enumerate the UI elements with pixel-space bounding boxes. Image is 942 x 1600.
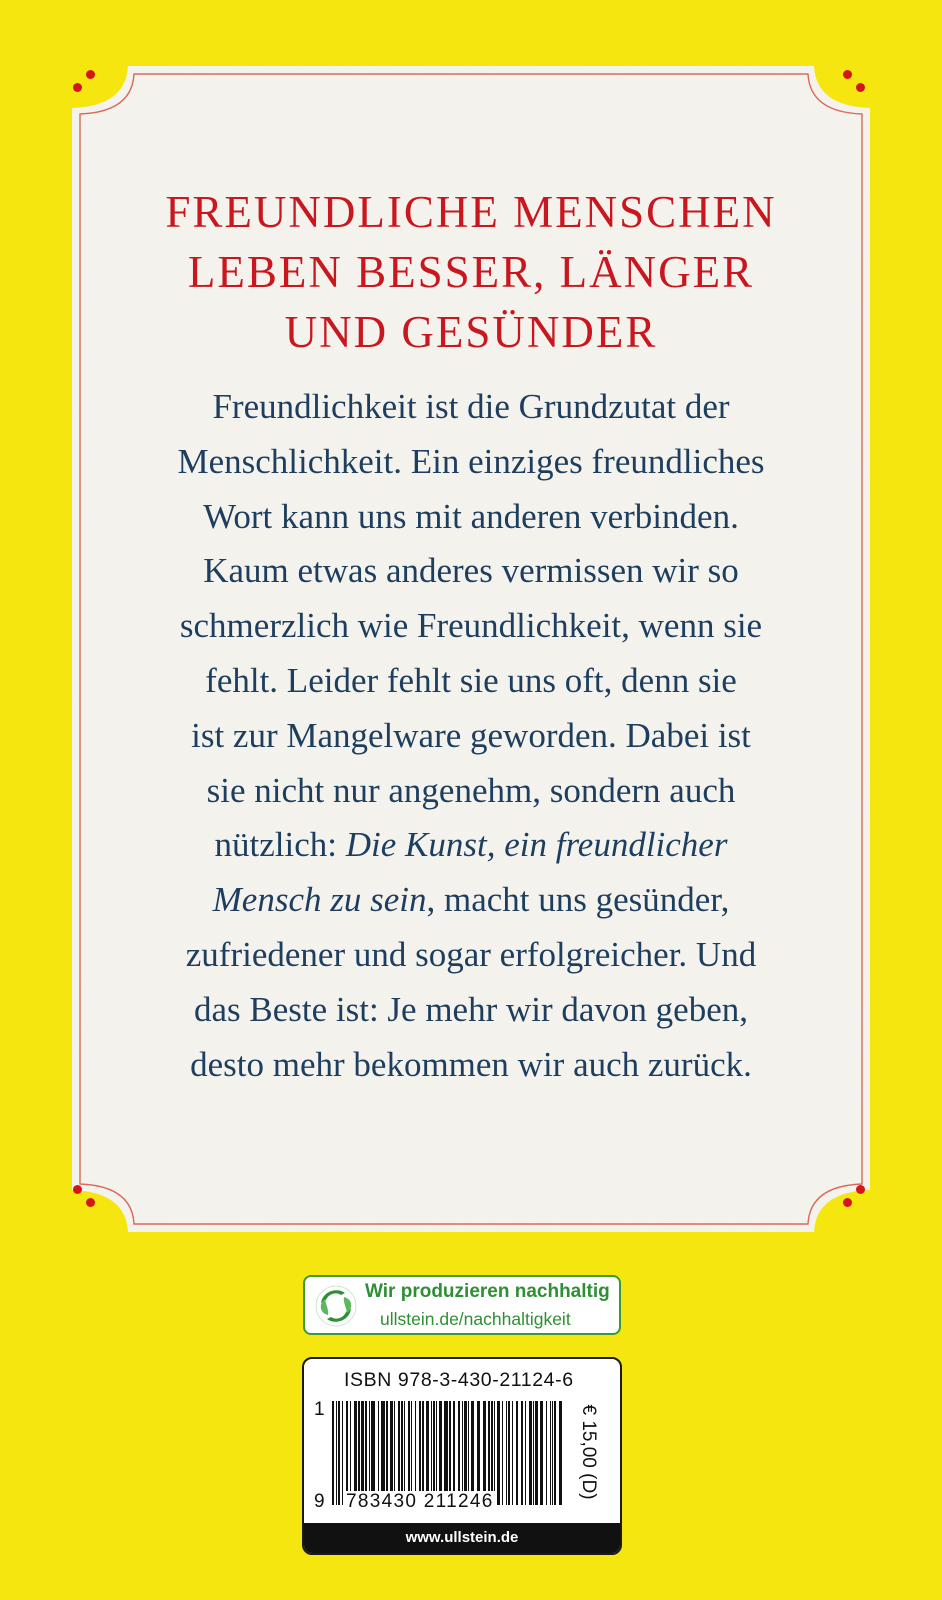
barcode-bar xyxy=(371,1401,375,1505)
corner-dot-ornament xyxy=(86,1198,95,1207)
barcode-bar xyxy=(533,1401,534,1505)
barcode-bar xyxy=(419,1401,421,1505)
blurb-line: das Beste ist: Je mehr wir davon geben, xyxy=(193,989,749,1029)
barcode-bar xyxy=(464,1401,467,1505)
barcode-bar xyxy=(365,1401,367,1505)
price-text: € 15,00 (D) xyxy=(578,1404,599,1500)
blurb-text xyxy=(110,380,832,1092)
blurb-line: Kaum etwas anderes vermissen wir so xyxy=(203,551,739,591)
barcode-bar xyxy=(497,1401,500,1505)
barcode-bar xyxy=(554,1401,556,1505)
headline xyxy=(100,182,842,362)
blurb-line: desto mehr bekommen wir auch zurück. xyxy=(190,1044,752,1084)
price-label xyxy=(570,1399,606,1505)
sustainability-url: ullstein.de/nachhaltigkeit xyxy=(380,1309,571,1329)
sustainability-badge xyxy=(303,1275,621,1335)
barcode-bar xyxy=(462,1401,463,1505)
blurb-line: fehlt. Leider fehlt sie uns oft, denn sie xyxy=(205,660,737,700)
barcode-bar xyxy=(431,1401,432,1505)
leaf-recycle-icon xyxy=(313,1283,359,1329)
barcode-bar xyxy=(516,1401,518,1505)
barcode-bar xyxy=(411,1401,412,1505)
blurb-line xyxy=(110,873,832,928)
publisher-url: www.ullstein.de xyxy=(304,1523,620,1553)
corner-dot-ornament xyxy=(843,1198,852,1207)
headline-line: UND GESÜNDER xyxy=(284,307,658,357)
barcode-bar xyxy=(426,1401,429,1505)
barcode-bar xyxy=(336,1401,337,1505)
headline-line: LEBEN BESSER, LÄNGER xyxy=(187,247,755,297)
barcode-bar xyxy=(378,1401,379,1505)
barcode-bar xyxy=(502,1401,503,1505)
barcode-bar xyxy=(535,1401,538,1505)
corner-dot-ornament xyxy=(86,70,95,79)
blurb-line: Menschlichkeit. Ein einziges freundliches xyxy=(177,441,765,481)
barcode-bar xyxy=(436,1401,437,1505)
barcode-bar xyxy=(453,1401,455,1505)
barcode-bar xyxy=(408,1401,410,1505)
barcode-bar xyxy=(508,1401,510,1505)
barcode-bar xyxy=(468,1401,469,1505)
barcode-bar xyxy=(494,1401,495,1505)
barcode-bar xyxy=(506,1401,507,1505)
blurb-line xyxy=(110,818,832,873)
barcode-bar xyxy=(529,1401,532,1505)
barcode-bar xyxy=(332,1401,334,1505)
barcode-bar xyxy=(346,1401,348,1505)
barcode-bar xyxy=(358,1401,360,1505)
barcode-bar xyxy=(390,1401,393,1505)
barcode-bar xyxy=(361,1401,364,1505)
barcode-bar xyxy=(386,1401,388,1505)
barcode-bar xyxy=(458,1401,460,1505)
barcode-bar xyxy=(422,1401,424,1505)
barcode-bar xyxy=(449,1401,451,1505)
barcode-first-digit: 9 xyxy=(314,1491,325,1512)
corner-dot-ornament xyxy=(843,70,852,79)
blurb-line: sie nicht nur angenehm, sondern auch xyxy=(206,770,736,810)
barcode-bar xyxy=(350,1401,351,1505)
barcode-bar xyxy=(525,1401,526,1505)
blurb-segment: , macht uns gesünder, xyxy=(426,880,730,920)
blurb-line: ist zur Mangelware geworden. Dabei ist xyxy=(191,715,751,755)
corner-dot-ornament xyxy=(856,83,865,92)
barcode-bar xyxy=(342,1401,343,1505)
barcode-bar xyxy=(394,1401,395,1505)
barcode-bar xyxy=(483,1401,486,1505)
blurb-line: Freundlichkeit ist die Grundzutat der xyxy=(212,387,730,426)
corner-dot-ornament xyxy=(73,83,82,92)
barcode-bar xyxy=(471,1401,474,1505)
barcode-digits: 783430 211246 xyxy=(346,1491,494,1512)
barcode-bar xyxy=(369,1401,370,1505)
barcode-lead-digit: 1 xyxy=(314,1399,325,1420)
blurb-line: schmerzlich wie Freundlichkeit, wenn sie xyxy=(179,606,763,646)
sustainability-title: Wir produzieren nachhaltig xyxy=(365,1281,610,1302)
book-title-italic: Mensch zu sein xyxy=(212,880,427,920)
barcode-bar xyxy=(415,1401,416,1505)
blurb-line: Wort kann uns mit anderen verbinden. xyxy=(203,496,739,536)
barcode-bar xyxy=(404,1401,405,1505)
barcode-bar xyxy=(521,1401,523,1505)
barcode-bar xyxy=(354,1401,357,1505)
barcode-bar xyxy=(512,1401,513,1505)
barcode-bar xyxy=(550,1401,551,1505)
headline-line: FREUNDLICHE MENSCHEN xyxy=(165,187,777,237)
barcode-box xyxy=(302,1357,622,1555)
barcode-bar xyxy=(491,1401,493,1505)
corner-dot-ornament xyxy=(856,1185,865,1194)
barcode-bar xyxy=(546,1401,547,1505)
barcode xyxy=(332,1401,564,1505)
barcode-bar xyxy=(477,1401,480,1505)
barcode-bar xyxy=(488,1401,490,1505)
corner-dot-ornament xyxy=(73,1185,82,1194)
isbn-label: ISBN 978-3-430-21124-6 xyxy=(344,1369,574,1391)
barcode-bar xyxy=(338,1401,340,1505)
barcode-bar xyxy=(439,1401,442,1505)
barcode-bar xyxy=(433,1401,435,1505)
blurb-line: zufriedener und sogar erfolgreicher. Und xyxy=(185,934,757,974)
book-title-italic: Die Kunst, ein freundlicher xyxy=(345,825,728,865)
barcode-bar xyxy=(401,1401,403,1505)
barcode-bar xyxy=(444,1401,448,1505)
barcode-bar xyxy=(381,1401,385,1505)
barcode-bar xyxy=(552,1401,553,1505)
blurb-segment: nützlich: xyxy=(214,825,346,865)
barcode-bar xyxy=(398,1401,400,1505)
barcode-bar xyxy=(559,1401,562,1505)
barcode-bar xyxy=(540,1401,543,1505)
